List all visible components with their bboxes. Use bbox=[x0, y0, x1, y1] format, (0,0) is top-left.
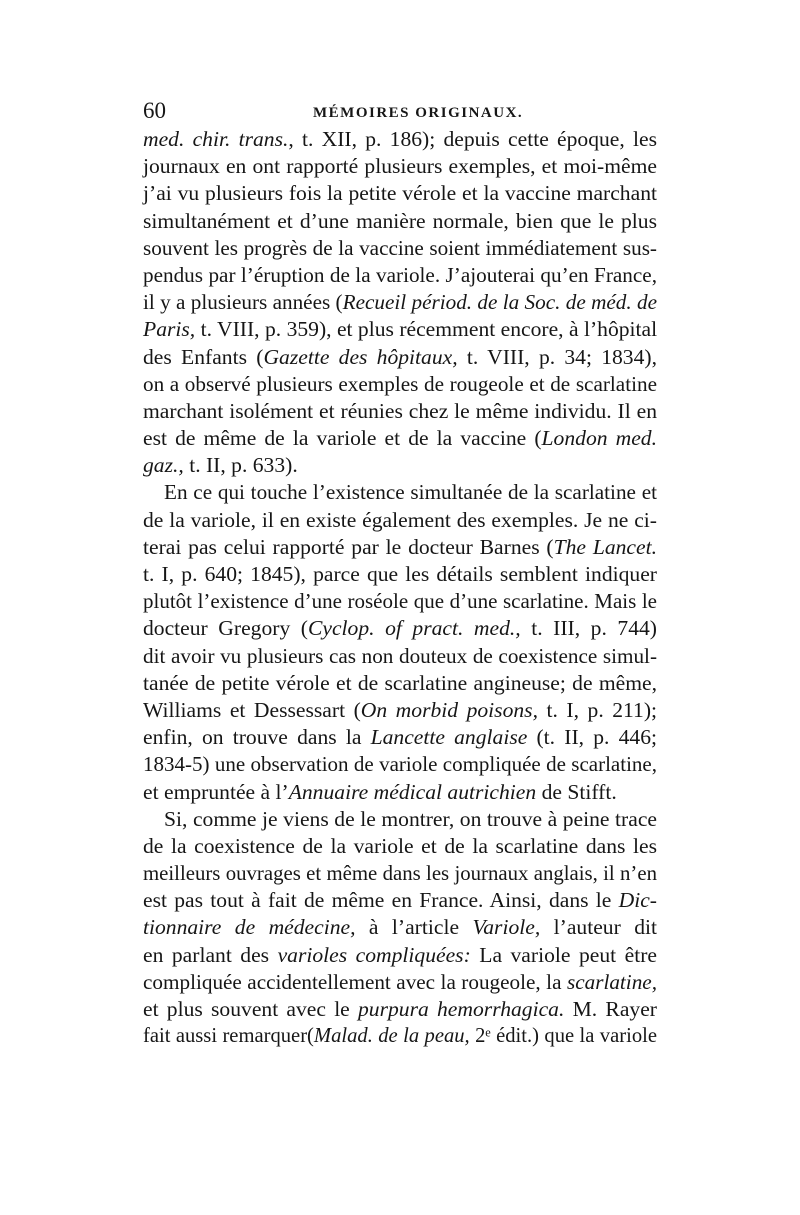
text-line bbox=[143, 969, 657, 996]
text-line bbox=[143, 588, 657, 615]
text-segment: (t. II, p. 446; bbox=[527, 725, 657, 750]
text-line bbox=[143, 860, 657, 887]
text-line bbox=[143, 996, 657, 1023]
text-segment: à l’article bbox=[355, 915, 473, 940]
italic-citation: Annuaire médical autrichien bbox=[288, 779, 537, 804]
italic-citation: purpura hemorrhagica. bbox=[358, 997, 565, 1021]
text-segment: M. Rayer bbox=[564, 997, 657, 1021]
italic-citation: varioles compliquées: bbox=[277, 942, 471, 967]
italic-citation: scarlatine, bbox=[566, 969, 657, 994]
italic-citation: Variole, bbox=[472, 915, 541, 940]
text-line bbox=[143, 806, 657, 833]
text-line bbox=[143, 126, 657, 153]
italic-citation: On morbid poisons, bbox=[360, 697, 538, 722]
text-line bbox=[143, 452, 657, 479]
text-segment: t. VIII, p. 34; 1834), bbox=[457, 344, 657, 369]
text-line bbox=[143, 262, 657, 289]
italic-citation: Cyclop. of pract. med., bbox=[307, 616, 521, 641]
text-segment: t. I, p. 640; 1845), parce que les détails semblent indiquer bbox=[143, 562, 657, 586]
text-line bbox=[143, 507, 657, 534]
text-segment: docteur Gregory ( bbox=[143, 616, 308, 641]
text-segment: En ce qui touche l’existence simultanée de la scarlatine et bbox=[164, 480, 657, 505]
text-segment: compliquée accidentellement avec la rougeole, la bbox=[143, 969, 567, 994]
page-number: 60 bbox=[143, 98, 166, 123]
text-segment: et empruntée à l’ bbox=[143, 779, 289, 804]
text-segment: 1834-5) une observation de variole compliquée de scarlatine, bbox=[143, 752, 657, 777]
text-segment: Si, comme je viens de le montrer, on trouve à peine trace bbox=[164, 806, 657, 831]
text-segment: tanée de petite vérole et de scarlatine angineuse; de même, bbox=[143, 670, 657, 695]
text-line bbox=[143, 316, 657, 343]
text-line bbox=[143, 479, 657, 506]
text-line bbox=[143, 779, 657, 806]
text-segment: des Enfants ( bbox=[143, 344, 264, 369]
text-segment: l’auteur dit bbox=[540, 915, 657, 940]
text-segment: souvent les progrès de la vaccine soient immédiatement sus- bbox=[143, 235, 657, 260]
text-line bbox=[143, 751, 657, 778]
text-segment: et plus souvent avec le bbox=[143, 997, 358, 1021]
text-segment: j’ai vu plusieurs fois la petite vérole et la vaccine marchant bbox=[143, 181, 657, 206]
text-segment: t. III, p. 744) bbox=[520, 616, 657, 641]
text-segment: t. VIII, p. 359), et plus récemment encore, à l’hôpital bbox=[195, 317, 658, 342]
italic-citation: Gazette des hôpitaux, bbox=[263, 344, 458, 369]
running-head: MÉMOIRES ORIGINAUX. bbox=[313, 105, 524, 121]
text-segment: meilleurs ouvrages et même dans les journaux anglais, il n’en bbox=[143, 862, 657, 886]
text-segment: de la variole, il en existe également des exemples. Je ne ci- bbox=[143, 507, 657, 532]
italic-citation: med. chir. trans. bbox=[143, 127, 289, 151]
text-line bbox=[143, 153, 657, 180]
text-line bbox=[143, 942, 657, 969]
text-line bbox=[143, 180, 657, 207]
text-line bbox=[143, 833, 657, 860]
text-segment: fait aussi remarquer( bbox=[143, 1025, 314, 1048]
text-line bbox=[143, 697, 657, 724]
text-line bbox=[143, 724, 657, 751]
text-segment: en parlant des bbox=[143, 942, 278, 967]
text-segment: journaux en ont rapporté plusieurs exemples, et moi-même bbox=[143, 154, 657, 179]
body-text bbox=[143, 126, 657, 1050]
italic-citation: tionnaire de médecine, bbox=[143, 915, 356, 940]
text-segment: 2ᵉ édit.) que la variole bbox=[469, 1025, 657, 1048]
italic-citation: Paris, bbox=[143, 317, 196, 342]
text-segment: t. II, p. 633). bbox=[183, 453, 298, 478]
page-header bbox=[143, 96, 657, 126]
text-line bbox=[143, 1023, 657, 1050]
text-segment: Williams et Dessessart ( bbox=[143, 697, 361, 722]
text-line bbox=[143, 914, 657, 941]
italic-citation: Dic- bbox=[618, 888, 657, 913]
text-segment: marchant isolément et réunies chez le même individu. Il en bbox=[143, 398, 657, 423]
text-line bbox=[143, 371, 657, 398]
italic-citation: London med. bbox=[541, 426, 657, 451]
italic-citation: Lancette anglaise bbox=[370, 725, 528, 750]
text-segment: on a observé plusieurs exemples de rougeole et de scarlatine bbox=[143, 371, 657, 396]
text-line bbox=[143, 289, 657, 316]
italic-citation: Recueil périod. de la Soc. de méd. de bbox=[342, 290, 658, 315]
text-line bbox=[143, 670, 657, 697]
text-segment: dit avoir vu plusieurs cas non douteux de coexistence simul- bbox=[143, 643, 657, 668]
text-segment: de la coexistence de la variole et de la scarlatine dans les bbox=[143, 833, 657, 858]
text-line bbox=[143, 398, 657, 425]
text-line bbox=[143, 561, 657, 588]
text-line bbox=[143, 534, 657, 561]
text-segment: est de même de la variole et de la vaccine ( bbox=[143, 426, 542, 451]
italic-citation: gaz., bbox=[143, 453, 184, 478]
text-segment: La variole peut être bbox=[470, 942, 657, 967]
text-line bbox=[143, 887, 657, 914]
text-line bbox=[143, 643, 657, 670]
italic-citation: Malad. de la peau, bbox=[313, 1025, 470, 1048]
text-segment: plutôt l’existence d’une roséole que d’une scarlatine. Mais le bbox=[143, 589, 657, 614]
text-segment: est pas tout à fait de même en France. Ainsi, dans le bbox=[143, 888, 619, 913]
text-line bbox=[143, 344, 657, 371]
text-segment: il y a plusieurs années ( bbox=[143, 290, 343, 315]
italic-citation: The Lancet. bbox=[553, 534, 657, 559]
text-segment: terai pas celui rapporté par le docteur Barnes ( bbox=[143, 534, 554, 559]
text-line bbox=[143, 208, 657, 235]
text-segment: pendus par l’éruption de la variole. J’ajouterai qu’en France, bbox=[143, 262, 657, 287]
text-line bbox=[143, 615, 657, 642]
text-segment: simultanément et d’une manière normale, bien que le plus bbox=[143, 208, 657, 233]
text-segment: , t. XII, p. 186); depuis cette époque, les bbox=[288, 127, 657, 151]
text-segment: de Stifft. bbox=[536, 779, 617, 804]
text-segment: t. I, p. 211); bbox=[537, 697, 658, 722]
text-segment: enfin, on trouve dans la bbox=[143, 725, 371, 750]
text-line bbox=[143, 235, 657, 262]
text-line bbox=[143, 425, 657, 452]
